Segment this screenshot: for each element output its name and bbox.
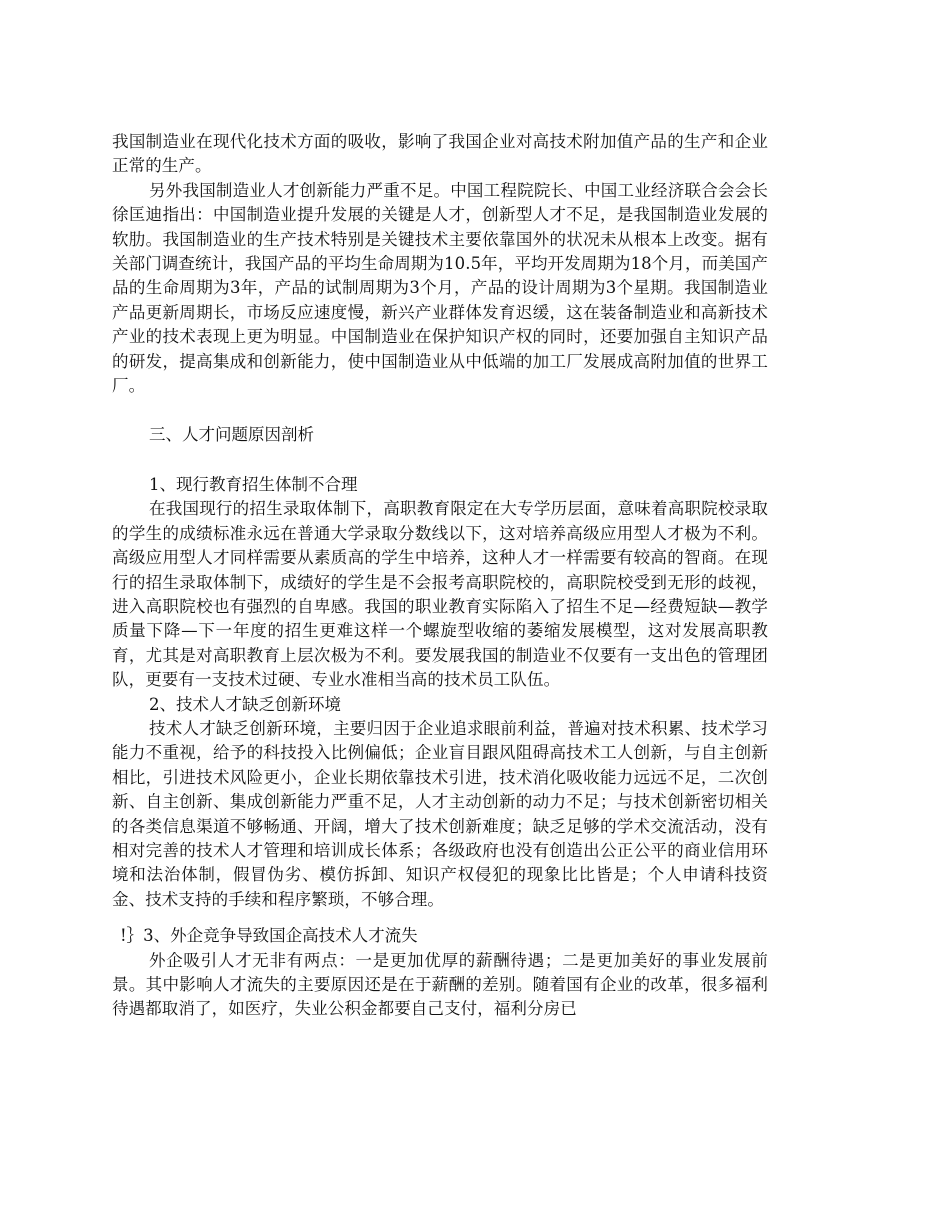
- body-paragraph: 技术人才缺乏创新环境，主要归因于企业追求眼前利益，普遍对技术积累、技术学习能力不重视，给予的科技投入比例偏低；企业盲目跟风阻碍高技术工人创新，与自主创新相比，引进技术风险更小，企业长期依靠技术引进，技术消化吸收能力远远不足，二次创新、自主创新、集成创新能力严重不足，人才主动创新的动力不足；与技术创新密切相关的各类信息渠道不够畅通、开阔，增大了技术创新难度；缺乏足够的学术交流活动，没有相对完善的技术人才管理和培训成长体系；各级政府也没有创造出公正公平的商业信用环境和法治体制，假冒伪劣、模仿拆卸、知识产权侵犯的现象比比皆是；个人申请科技资金、技术支持的手续和程序繁琐，不够合理。: [112, 718, 768, 909]
- body-paragraph: 外企吸引人才无非有两点：一是更加优厚的薪酬待遇；二是更加美好的事业发展前景。其中影响人才流失的主要原因还是在于薪酬的差别。随着国有企业的改革，很多福利待遇都取消了，如医疗，失业公积金都要自己支付，福利分房已: [112, 950, 768, 1019]
- subsection-heading: !｝3、外企竞争导致国企高技术人才流失: [120, 926, 418, 946]
- paragraph-spacer: [112, 398, 768, 423]
- body-paragraph: 在我国现行的招生录取体制下，高职教育限定在大专学历层面，意味着高职院校录取的学生的成绩标准永远在普通大学录取分数线以下，这对培养高级应用型人才极为不利。高级应用型人才同样需要从素质高的学生中培养，这种人才一样需要有较高的智商。在现行的招生录取体制下，成绩好的学生是不会报考高职院校的，高职院校受到无形的歧视，进入高职院校也有强烈的自卑感。我国的职业教育实际陷入了招生不足—经费短缺—教学质量下降—下一年度的招生更难这样一个螺旋型收缩的萎缩发展模型，这对发展高职教育，尤其是对高职教育上层次极为不利。要发展我国的制造业不仅要有一支出色的管理团队，更要有一支技术过硬、专业水准相当高的技术员工队伍。: [112, 499, 768, 690]
- section-heading: 三、人才问题原因剖析: [149, 425, 314, 445]
- paragraph-spacer: [112, 448, 768, 473]
- body-paragraph: 另外我国制造业人才创新能力严重不足。中国工程院院长、中国工业经济联合会会长徐匡迪指出：中国制造业提升发展的关键是人才，创新型人才不足，是我国制造业发展的软肋。我国制造业的生产技术特别是关键技术主要依靠国外的状况未从根本上改变。据有关部门调查统计，我国产品的平均生命周期为10.5年，平均开发周期为18个月，而美国产品的生命周期为3年，产品的试制周期为3个月，产品的设计周期为3个星期。我国制造业产品更新周期长，市场反应速度慢，新兴产业群体发育迟缓，这在装备制造业和高新技术产业的技术表现上更为明显。中国制造业在保护知识产权的同时，还要加强自主知识产品的研发，提高集成和创新能力，使中国制造业从中低端的加工厂发展成高附加值的世界工厂。: [112, 180, 768, 396]
- subsection-heading: 1、现行教育招生体制不合理: [149, 474, 358, 494]
- document-body: [112, 130, 768, 1022]
- subsection-heading: 2、技术人才缺乏创新环境: [149, 694, 341, 714]
- body-paragraph: 我国制造业在现代化技术方面的吸收，影响了我国企业对高技术附加值产品的生产和企业正常的生产。: [112, 132, 768, 176]
- paragraph-spacer: [112, 912, 768, 924]
